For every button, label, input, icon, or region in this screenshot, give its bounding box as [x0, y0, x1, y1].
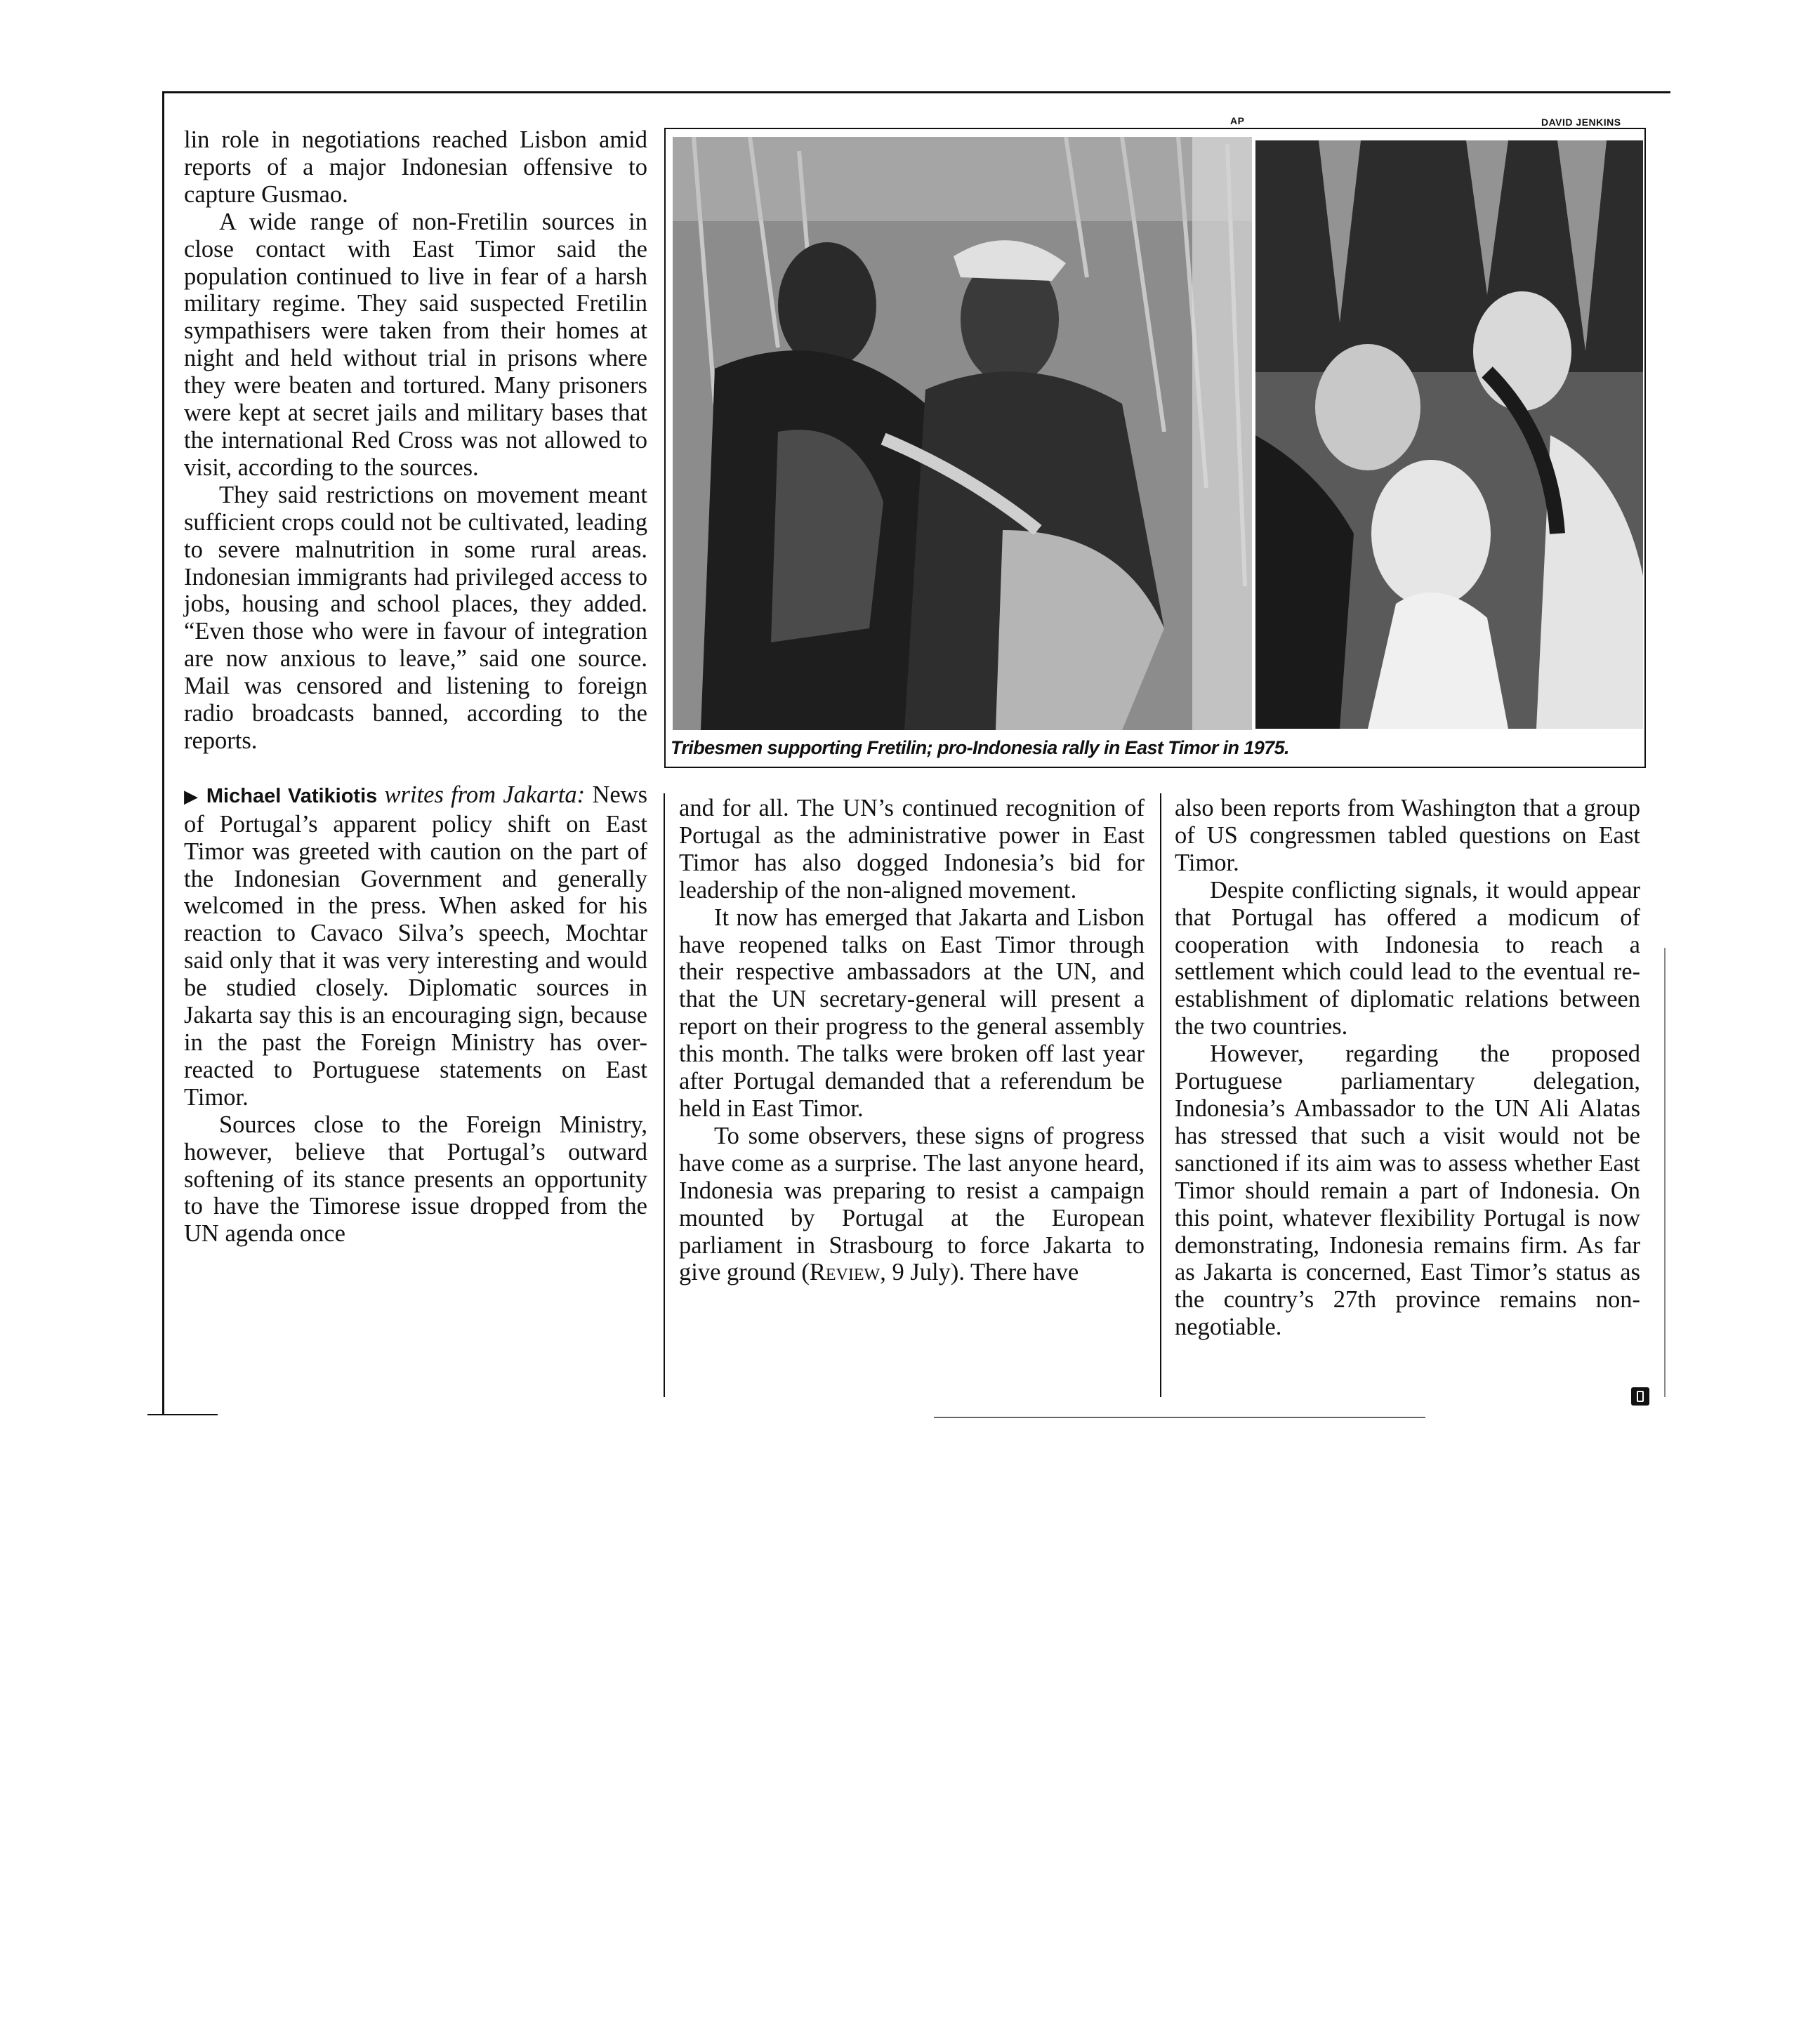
photo-rally: [1255, 140, 1643, 729]
paragraph: Despite conflicting signals, it would appear that Portugal has offered a modicum of cooperation with Indonesia to reach a settlement which could lead to the eventual re-establishment of diplomatic relations between the two countries.: [1175, 876, 1640, 1040]
rally-image: [1255, 140, 1643, 729]
review-reference: Review: [809, 1259, 881, 1286]
paragraph-text: To some observers, these signs of progress have come as a surprise. The last anyone heard, Indonesia was preparing to resist a campaign mounted by Portugal at the European parliament in Strasbourg to force Jakarta to give ground (: [679, 1122, 1145, 1286]
paragraph: However, regarding the proposed Portuguese parliamentary delegation, Indonesia’s Ambassador to the UN Ali Alatas has stressed that such a visit would not be sanctioned if its aim was to assess whether East Timor should remain a part of Indonesia. On this point, whatever flexibility Portugal is now demonstrating, Indonesia remains firm. As far as Jakarta is concerned, East Timor’s status as the country’s 27th province remains non-negotiable.: [1175, 1040, 1640, 1341]
column-divider-1: [664, 793, 665, 1397]
column-1: [184, 126, 647, 1248]
byline-dateline: writes from Jakarta:: [384, 781, 586, 808]
photo-caption: Tribesmen supporting Fretilin; pro-Indonesia rally in East Timor in 1975.: [671, 737, 1289, 758]
paragraph: Sources close to the Foreign Ministry, however, believe that Portugal’s outward softening of its stance presents an opportunity to have the Timorese issue dropped from the UN agenda once: [184, 1111, 647, 1248]
right-margin-rule: [1664, 948, 1666, 1397]
byline-name: Michael Vatikiotis: [206, 784, 378, 807]
paragraph: They said restrictions on movement meant sufficient crops could not be cultivated, leading to severe malnutrition in some rural areas. Indonesian immigrants had privileged access to jobs, housing and school places, they added. “Even those who were in favour of integration are now anxious to leave,” said one source. Mail was censored and listening to foreign radio broadcasts banned, according to the reports.: [184, 481, 647, 754]
paragraph: A wide range of non-Fretilin sources in close contact with East Timor said the population continued to live in fear of a harsh military regime. They said suspected Fretilin sympathisers were taken from their homes at night and held without trial in prisons where they were beaten and tortured. Many prisoners were kept at secret jails and military bases that the international Red Cross was not allowed to visit, according to the sources.: [184, 208, 647, 481]
paragraph: and for all. The UN’s continued recognition of Portugal as the administrative power in East Timor has also dogged Indonesia’s bid for leadership of the non-aligned movement.: [679, 795, 1145, 904]
jakarta-byline-paragraph: [184, 781, 647, 1111]
photo-tribesmen: [673, 137, 1252, 730]
end-of-article-icon: [1631, 1387, 1649, 1406]
top-rule: [162, 91, 1670, 93]
photo-credit-jenkins: DAVID JENKINS: [1541, 117, 1621, 128]
bottom-center-rule: [934, 1417, 1425, 1418]
column-divider-2: [1160, 793, 1161, 1397]
paragraph: also been reports from Washington that a group of US congressmen tabled questions on East Timor.: [1175, 795, 1640, 876]
paragraph: lin role in negotiations reached Lisbon amid reports of a major Indonesian offensive to capture Gusmao.: [184, 126, 647, 208]
column-2: [679, 795, 1145, 1286]
paragraph: [679, 1123, 1145, 1286]
paragraph: News of Portugal’s apparent policy shift on East Timor was greeted with caution on the part of the Indonesian Government and generally welcomed in the press. When asked for his reaction to Cavaco Silva’s speech, Mochtar said only that it was very interesting and would be studied closely. Diplomatic sources in Jakarta say this is an encouraging sign, because in the past the Foreign Ministry has over-reacted to Portuguese statements on East Timor.: [184, 781, 648, 1111]
paragraph: It now has emerged that Jakarta and Lisbon have reopened talks on East Timor through their respective ambassadors at the UN, and that the UN secretary-general will present a report on their progress to the general assembly this month. The talks were broken off last year after Portugal demanded that a referendum be held in East Timor.: [679, 904, 1145, 1122]
photo-credit-ap: AP: [1230, 115, 1245, 126]
column-3: [1175, 795, 1640, 1341]
tribesmen-image: [673, 137, 1252, 730]
bottom-left-rule: [147, 1414, 218, 1415]
byline-marker: ▶: [184, 786, 199, 807]
paragraph-text: , 9 July). There have: [880, 1259, 1079, 1286]
left-rule: [162, 91, 164, 1415]
